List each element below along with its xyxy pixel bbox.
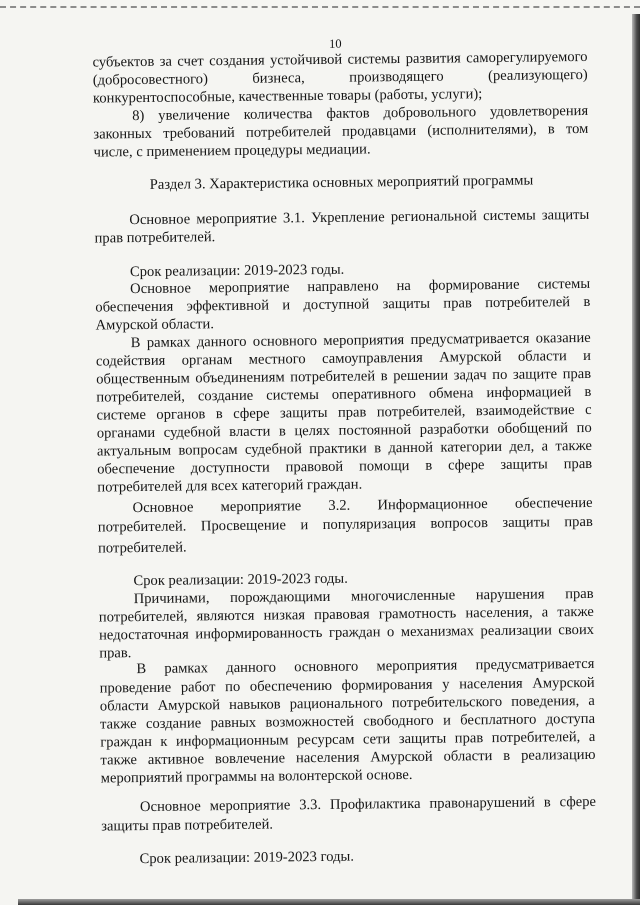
text-line: (добросовестного) бизнеса, производящего (реализующего) [92,66,588,89]
text-line: обеспечение доступности правовой помощи в сфере защиты прав [97,455,593,478]
text-line: потребителей. [97,539,187,557]
text-line: Основное мероприятие 3.1. Укрепление региональной системы защиты [129,206,590,229]
text-line: законных требований потребителей продавцами (исполнителями), в том [93,120,589,143]
text-line: также активное вовлечение населения Амурской области в реализацию [100,746,596,769]
text-line: прав потребителей. [94,229,216,247]
text-line: потребителей, являются низкая правовая грамотность населения, а также [98,603,594,626]
text-line: Основное мероприятие 3.3. Профилактика правонарушений в сфере [139,793,597,816]
text-line: потребителей, создание системы оперативного обмена информацией в [96,383,592,406]
text-line: Основное мероприятие 3.2. Информационное обеспечение [132,494,593,517]
text-line: Основное мероприятие направлено на формирование системы [130,275,591,298]
text-line: конкурентоспособные, качественные товары (работы, услуги); [92,86,483,107]
measure-term: Срок реализации: 2019-2023 годы. [129,261,345,281]
text-line: системе органов в сфере защиты прав потребителей, взаимодействие с [96,401,592,424]
text-line: В рамках данного основного мероприятия предусматривается [136,655,595,678]
text-line: потребителей для всех категорий граждан. [97,476,363,496]
measure-term: Срок реализации: 2019-2023 годы. [139,848,355,868]
text-line: субъектов за счет создания устойчивой системы развития саморегулируемого [92,48,588,71]
text-line: содействия органам местного самоуправления Амурской области и [95,347,592,370]
text-line: В рамках данного основного мероприятия предусматривается оказание [130,329,591,352]
text-line: граждан к информационным ресурсам сети защиты прав потребителей, а [100,728,596,751]
section-heading: Раздел 3. Характеристика основных мероприятий программы [149,172,534,193]
text-line: потребителей. Просвещение и популяризация вопросов защиты прав [97,513,593,536]
text-line: области Амурской навыков рационального потребительского поведения, а [99,692,595,715]
text-line: Причинами, порождающими многочисленные нарушения прав [133,585,594,608]
text-line: мероприятий программы на волонтерской основе. [100,766,413,787]
text-line: защиты прав потребителей. [101,816,274,835]
measure-term: Срок реализации: 2019-2023 годы. [133,570,348,590]
text-line: обеспечения эффективной и доступной защиты прав потребителей в [95,293,591,316]
text-line: общественным объединениям потребителей в решении задач по защите прав [96,365,592,388]
text-line: прав. [99,645,132,662]
text-line: органами судебной власти в целях постоянной разработки обобщений по [96,419,592,442]
text-line: числе, с применением процедуры медиации. [93,141,371,161]
text-line: также создание равных возможностей свободного и бесплатного доступа [99,710,596,733]
text-line: проведение работ по обеспечению формирования у населения Амурской [99,674,595,697]
page-number: 10 [329,36,342,51]
text-line: Амурской области. [95,316,215,334]
text-line: актуальным вопросам судебной практики в данной категории дел, а также [96,437,593,460]
text-line: 8) увеличение количества фактов добровольного удовлетворения [132,102,589,125]
text-line: недостаточная информированность граждан о механизмах реализации своих [98,621,595,644]
